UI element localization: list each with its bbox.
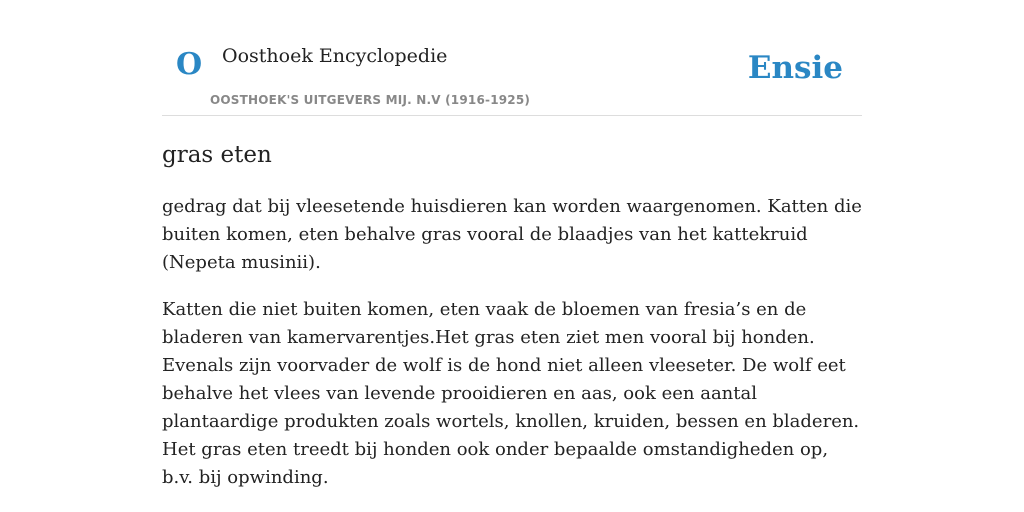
entry-body: [162, 193, 862, 511]
book-header: [162, 30, 862, 116]
entry-title: gras eten: [162, 142, 272, 168]
book-logo[interactable]: O: [176, 47, 203, 82]
publisher-label: OOSTHOEK'S UITGEVERS MIJ. N.V (1916-1925): [210, 93, 531, 107]
entry-paragraph-2: Katten die niet buiten komen, eten vaak de bloemen van fresia’s en de bladeren van kamervarentjes.Het gras eten ziet men vooral bij honden. Evenals zijn voorvader de wolf is de hond niet alleen vleeseter. De wolf eet behalve het vlees van levende prooidieren en aas, ook een aantal plantaardige produkten zoals wortels, knollen, kruiden, bessen en bladeren. Het gras eten treedt bij honden ook onder bepaalde omstandigheden op, b.v. bij opwinding.: [162, 299, 860, 488]
ensie-logo-link[interactable]: Ensie: [747, 50, 843, 86]
entry-paragraph-1: gedrag dat bij vleesetende huisdieren kan worden waargenomen. Katten die buiten komen, eten behalve gras vooral de blaadjes van het kattekruid (Nepeta musinii).: [162, 196, 862, 273]
book-title-link[interactable]: Oosthoek Encyclopedie: [222, 45, 448, 67]
